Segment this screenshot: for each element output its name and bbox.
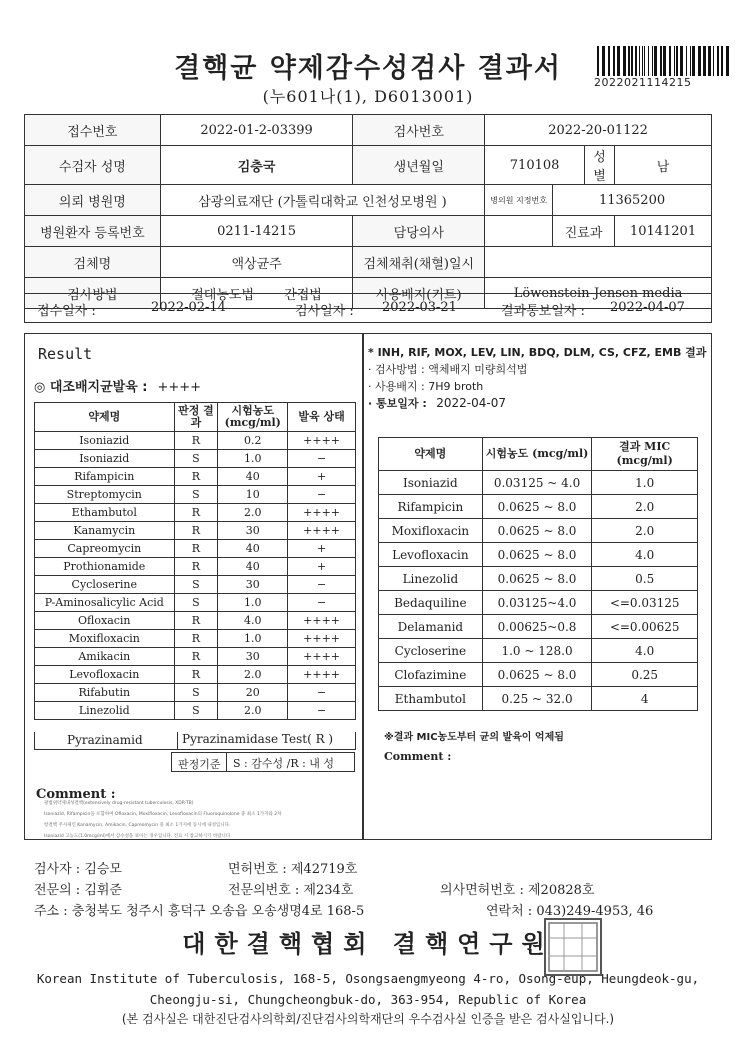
mic-drug-list: * INH, RIF, MOX, LEV, LIN, BDQ, DLM, CS, CFZ, EMB 결과 [368,346,707,359]
mic-notify [368,395,706,412]
concentration: 40 [218,558,288,576]
specimen-value: 액상균주 [160,247,353,278]
concentration: 20 [218,684,288,702]
barcode-bar [639,46,640,76]
mic-result: 4.0 [592,639,698,663]
barcode-bar [602,46,605,76]
drug-name: Ofloxacin [35,612,175,630]
date-row [24,293,712,323]
criteria-value: S : 감수성 /R : 내 성 [226,752,334,772]
criteria-label: 판정기준 [178,758,221,771]
judgement: R [174,504,218,522]
control-growth [34,376,201,395]
media-value: Löwenstein-Jensen media [485,278,712,309]
barcode-bar [608,46,610,76]
concentration: 4.0 [218,612,288,630]
table-row [379,639,698,663]
hospital-label: 의뢰 병원명 [25,185,161,216]
barcode-bar [642,46,643,76]
judgement: R [174,540,218,558]
growth: − [288,702,356,720]
test-range: 0.0625 ~ 8.0 [482,519,592,543]
barcode-bar [713,46,714,76]
mic-result: 2.0 [592,519,698,543]
judgement: R [174,468,218,486]
designated-no-value: 11365200 [553,185,712,216]
growth: + [288,558,356,576]
specimen-label: 검체명 [25,247,161,278]
contact: 연락처 : 043)249-4953, 46 [486,904,654,919]
license-no: 면허번호 : 제42719호 [228,862,358,877]
doctor-label: 담당의사 [353,216,485,247]
concentration: 30 [218,576,288,594]
table-row [379,591,698,615]
mic-table [378,437,698,711]
growth: − [288,450,356,468]
growth: − [288,684,356,702]
table-row [35,540,356,558]
barcode-bar [698,46,701,76]
mic-notify-label: · 통보일자 : [368,397,427,410]
control-growth-label: ◎ 대조배지균발육 : [34,380,148,395]
barcode-bar [680,46,683,76]
growth: ++++ [288,666,356,684]
mic-result: 0.25 [592,663,698,687]
drug-name: Moxifloxacin [35,630,175,648]
drug-name: Isoniazid [35,450,175,468]
report-title: 결핵균 약제감수성검사 결과서 [174,53,562,84]
mic-result: 2.0 [592,495,698,519]
mic-result: <=0.03125 [592,591,698,615]
dept-value: 10141201 [615,216,712,247]
drug-name: Linezolid [379,567,483,591]
mic-col-concentration: 시험농도 (mcg/ml) [482,438,592,471]
receipt-date: 2022-02-14 [151,300,226,315]
growth: ++++ [288,522,356,540]
receipt-date-label: 접수일자 : [37,304,96,319]
judgement: S [174,684,218,702]
growth: − [288,594,356,612]
mic-note: ※결과 MIC농도부터 균의 발육이 억제됨 [384,732,564,743]
barcode-bar [623,46,626,76]
right-comment-label: Comment : [384,750,452,763]
pyrazinamid-result: Pyrazinamidase Test( R ) [177,732,333,749]
test-range: 0.03125~4.0 [482,591,592,615]
concentration: 40 [218,540,288,558]
test-range: 0.03125 ~ 4.0 [482,471,592,495]
growth: ++++ [288,612,356,630]
receipt-no-value: 2022-01-2-03399 [160,115,353,146]
barcode-bar [660,46,662,76]
judgement: R [174,432,218,450]
specialist-no: 전문의번호 : 제234호 [228,883,354,898]
growth: ++++ [288,504,356,522]
barcode-number: 2022021114215 [594,76,692,89]
concentration: 2.0 [218,702,288,720]
mic-result: 4 [592,687,698,711]
drug-name: Isoniazid [379,471,483,495]
table-row [35,468,356,486]
judgement: R [174,630,218,648]
mic-method: · 검사방법 : 액체배지 미량희석법 [368,363,528,376]
comment-notes [44,798,344,842]
drug-name: Capreomycin [35,540,175,558]
mic-result: 4.0 [592,543,698,567]
col-growth: 발육 상태 [288,403,356,432]
table-row [35,702,356,720]
table-row [379,543,698,567]
drug-name: Kanamycin [35,522,175,540]
dept-label: 진료과 [553,216,615,247]
doctor-license-no: 의사면허번호 : 제20828호 [440,883,595,898]
mic-test-info [368,344,706,412]
table-row [35,630,356,648]
table-row [35,666,356,684]
sex-value: 남 [615,146,712,185]
institute-name: 대한결핵협회 결핵연구원 [182,929,554,958]
mic-result: 0.5 [592,567,698,591]
english-address-line: Cheongju-si, Chungcheongbuk-do, 363-954, Republic of Korea [149,992,587,1007]
judgement: R [174,522,218,540]
drug-name: Isoniazid [35,432,175,450]
barcode-bar [635,46,637,76]
certification-note: (본 검사실은 대한진단검사의학회/진단검사의학재단의 우수검사실 인증을 받은 검사실입니다.) [121,1012,615,1026]
concentration: 40 [218,468,288,486]
drug-name: Ethambutol [35,504,175,522]
comment-note: Isoniazid 고농도(1.0mcg/ml)에서 감수성을 보이는 경우입니다. 진료 시 참고하시기 바랍니다. [44,834,232,839]
judgement: R [174,558,218,576]
drug-name: Rifabutin [35,684,175,702]
reg-no-label: 병원환자 등록번호 [25,216,161,247]
drug-name: Rifampicin [379,495,483,519]
drug-name: Moxifloxacin [379,519,483,543]
barcode-bar [674,46,675,76]
barcode-bar [617,46,620,76]
judgement: R [174,612,218,630]
concentration: 1.0 [218,450,288,468]
drug-name: Rifampicin [35,468,175,486]
test-range: 0.25 ~ 32.0 [482,687,592,711]
doctor-value [485,216,553,247]
drug-name: Bedaquiline [379,591,483,615]
drug-name: Linezolid [35,702,175,720]
test-range: 0.0625 ~ 8.0 [482,567,592,591]
table-row [35,576,356,594]
result-heading: Result [38,345,93,363]
specialist: 전문의 : 김휘준 [34,883,122,898]
test-no-label: 검사번호 [353,115,485,146]
test-no-value: 2022-20-01122 [485,115,712,146]
media-label: 사용배지(키트) [353,278,485,309]
examiner: 검사자 : 김승모 [34,862,122,877]
barcode-bar [703,46,706,76]
barcode-bar [721,46,723,76]
barcode-bar [669,46,671,76]
english-address [30,968,706,1010]
method-indirect: 간접법 [284,287,322,303]
method-label: 검사방법 [25,278,161,309]
seal-graphic [546,920,600,974]
drug-name: Levofloxacin [35,666,175,684]
report-code: (누601나(1), D6013001) [262,87,474,106]
test-range: 1.0 ~ 128.0 [482,639,592,663]
table-row [35,648,356,666]
barcode [597,46,729,76]
concentration: 0.2 [218,432,288,450]
col-drug: 약제명 [35,403,175,432]
patient-info-table [24,114,712,309]
reg-no-value: 0211-14215 [160,216,353,247]
concentration: 10 [218,486,288,504]
col-result: 판정 결과 [174,403,218,432]
concentration: 2.0 [218,504,288,522]
concentration: 1.0 [218,630,288,648]
mic-notify-date: 2022-04-07 [436,396,506,410]
drug-name: Streptomycin [35,486,175,504]
concentration: 30 [218,522,288,540]
designated-no-label: 병의원 지정번호 [485,185,553,216]
barcode-bar [676,46,678,76]
mic-col-drug: 약제명 [379,438,483,471]
growth: ++++ [288,432,356,450]
table-row [35,450,356,468]
growth: − [288,486,356,504]
judgement: S [174,594,218,612]
judgement: S [174,576,218,594]
table-row [379,615,698,639]
drug-name: Cycloserine [379,639,483,663]
sex-label: 성별 [585,146,615,185]
test-date-label: 검사일자 : [295,304,354,319]
drug-susceptibility-table [34,402,356,720]
test-range: 0.0625 ~ 8.0 [482,663,592,687]
judgement: R [174,648,218,666]
table-row [379,471,698,495]
comment-note: 항결핵 주사제인 Kanamycin, Amikacin, Capreomycin 중 최소 1가지에 동시에 내성입니다. [44,823,231,828]
judgement: S [174,486,218,504]
birth-value: 710108 [485,146,585,185]
table-row [379,687,698,711]
barcode-bar [708,46,711,76]
notify-date-label: 결과통보일자 : [501,304,585,319]
mic-result: <=0.00625 [592,615,698,639]
judgement: S [174,450,218,468]
barcode-bar [690,46,691,76]
table-row [35,522,356,540]
patient-name-value: 김충국 [160,146,353,185]
pyrazinamid-row [34,732,356,750]
growth: ++++ [288,630,356,648]
barcode-bar [628,46,630,76]
barcode-bar [686,46,687,76]
drug-name: Cycloserine [35,576,175,594]
judgement: S [174,702,218,720]
english-address-line: Korean Institute of Tuberculosis, 168-5, Osongsaengmyeong 4-ro, Osong-eup, Heungdeok-gu, [36,971,700,986]
table-row [35,504,356,522]
barcode-bar [726,46,729,76]
drug-name: Ethambutol [379,687,483,711]
judgement: R [174,666,218,684]
test-range: 0.0625 ~ 8.0 [482,495,592,519]
barcode-bar [631,46,633,76]
test-date: 2022-03-21 [382,300,457,315]
barcode-bar [648,46,649,76]
table-row [35,684,356,702]
concentration: 1.0 [218,594,288,612]
table-row [35,432,356,450]
concentration: 30 [218,648,288,666]
test-range: 0.0625 ~ 8.0 [482,543,592,567]
barcode-bar [613,46,615,76]
comment-note: Isoniazid, Rifampicin을 포함하여 Ofloxacin, Moxifloxacin, Levofloxacin의 Fluoroquinolone 중 최소 1가지와 2차 [44,812,282,817]
drug-name: Amikacin [35,648,175,666]
drug-name: Levofloxacin [379,543,483,567]
table-row [379,663,698,687]
table-row [35,612,356,630]
drug-name: Delamanid [379,615,483,639]
barcode-bar [597,46,599,76]
test-range: 0.00625~0.8 [482,615,592,639]
left-comment-label: Comment : [36,787,116,802]
barcode-bar [654,46,657,76]
birth-label: 생년월일 [353,146,485,185]
concentration: 2.0 [218,666,288,684]
method-absolute: 절대농도법 [191,287,255,303]
barcode-bar [644,46,645,76]
table-row [379,567,698,591]
growth: ++++ [288,648,356,666]
drug-name: Clofazimine [379,663,483,687]
address: 주소 : 충청북도 청주시 흥덕구 오송읍 오송생명4로 168-5 [34,904,365,919]
mic-col-result: 결과 MIC (mcg/ml) [592,438,698,471]
barcode-bar [717,46,719,76]
mic-media: · 사용배지 : 7H9 broth [368,380,484,393]
growth: − [288,576,356,594]
collect-date-label: 검체채취(채혈)일시 [353,247,485,278]
pyrazinamid-name: Pyrazinamid [67,733,143,747]
growth: + [288,540,356,558]
control-growth-value: ++++ [157,380,202,395]
table-row [379,495,698,519]
drug-name: P-Aminosalicylic Acid [35,594,175,612]
drug-name: Prothionamide [35,558,175,576]
receipt-no-label: 접수번호 [25,115,161,146]
table-row [35,486,356,504]
table-row [379,519,698,543]
table-row [35,594,356,612]
comment-note: 광범위약제내성결핵(extensively drug-resistant tuberculosis, XDR-TB) [44,801,194,806]
patient-name-label: 수검자 성명 [25,146,161,185]
barcode-bar [692,46,695,76]
notify-date: 2022-04-07 [610,300,685,315]
collect-date-value [485,247,712,278]
barcode-bar [652,46,653,76]
hospital-value: 삼광의료재단 (가톨릭대학교 인천성모병원 ) [160,185,484,216]
mic-result: 1.0 [592,471,698,495]
barcode-bar [663,46,666,76]
table-row [35,558,356,576]
growth: + [288,468,356,486]
criteria-box [171,752,355,772]
col-concentration: 시험농도 (mcg/ml) [218,403,288,432]
